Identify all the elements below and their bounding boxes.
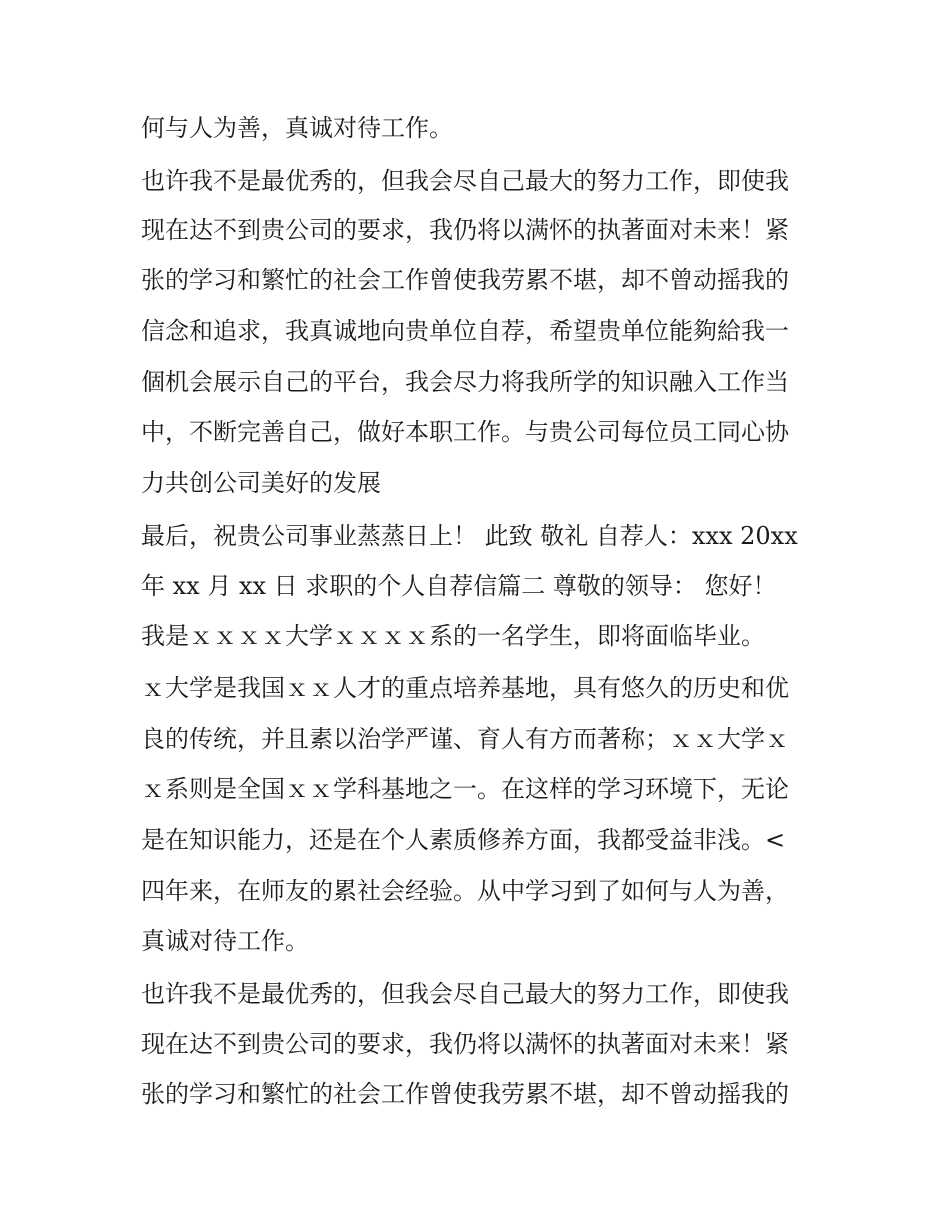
text-line: ｘ系则是全国ｘｘ学科基地之一。在这样的学习环境下，无论 <box>141 775 789 803</box>
text-line: 力共创公司美好的发展 <box>141 469 381 497</box>
text-line: 中，不断完善自己，做好本职工作。与贵公司每位员工同心协 <box>141 418 789 446</box>
text-line: 最后，祝贵公司事业蒸蒸日上！ 此致 敬礼 自荐人：xxx 20xx <box>141 522 798 550</box>
text-line: 现在达不到贵公司的要求，我仍将以满怀的执著面对未来！紧 <box>141 216 789 244</box>
text-line: ｘ大学是我国ｘｘ人才的重点培养基地，具有悠久的历史和优 <box>141 674 789 702</box>
text-line: 信念和追求，我真诚地向贵单位自荐，希望贵单位能夠給我一 <box>141 317 789 345</box>
text-line: 年 xx 月 xx 日 求职的个人自荐信篇二 尊敬的领导： 您好！ <box>141 572 777 600</box>
text-line: 也许我不是最优秀的，但我会尽自己最大的努力工作，即使我 <box>141 167 789 195</box>
text-line: 张的学习和繁忙的社会工作曾使我劳累不堪，却不曾动摇我的 <box>141 266 789 294</box>
text-line: 真诚对待工作。 <box>141 927 309 955</box>
text-line: 我是ｘｘｘｘ大学ｘｘｘｘ系的一名学生，即将面临毕业。 <box>141 622 765 650</box>
text-line: 四年来，在师友的累社会经验。从中学习到了如何与人为善， <box>141 877 789 905</box>
text-line: 個机会展示自己的平台，我会尽力将我所学的知识融入工作当 <box>141 368 789 396</box>
text-line: 何与人为善，真诚对待工作。 <box>141 114 453 142</box>
text-line: 是在知识能力，还是在个人素质修养方面，我都受益非浅。< <box>141 826 786 854</box>
text-line: 张的学习和繁忙的社会工作曾使我劳累不堪，却不曾动摇我的 <box>141 1080 789 1108</box>
text-line: 也许我不是最优秀的，但我会尽自己最大的努力工作，即使我 <box>141 980 789 1008</box>
text-line: 现在达不到贵公司的要求，我仍将以满怀的执著面对未来！紧 <box>141 1030 789 1058</box>
text-line: 良的传统，并且素以治学严谨、育人有方而著称；ｘｘ大学ｘ <box>141 725 789 753</box>
